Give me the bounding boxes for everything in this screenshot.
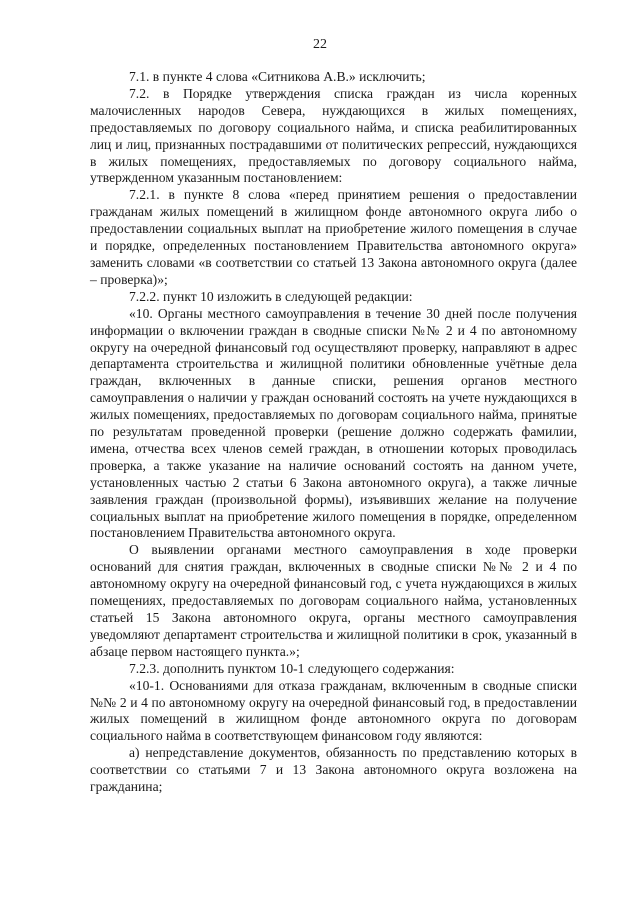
document-body bbox=[90, 69, 577, 796]
paragraph-7-2-2: 7.2.2. пункт 10 изложить в следующей редакции: bbox=[129, 288, 413, 304]
page-number: 22 bbox=[313, 37, 327, 52]
paragraph-subpoint-a: а) непредставление документов, обязанность по представлению которых в соответствии со статьями 7 и 13 Закона автономного округа возложена на гражданина; bbox=[90, 745, 577, 795]
paragraph-point-10: «10. Органы местного самоуправления в течение 30 дней после получения информации о включении граждан в сводные списки №№ 2 и 4 по автономному округу на очередной финансовый год осуществляют проверку, направляют в адрес департамента строительства и жилищной политики обновленные учётные дела граждан, включенных в данные списки, решения органов местного самоуправления о наличии у граждан оснований состоять на учете нуждающихся в жилых помещениях, предоставляемых по договорам социального найма, принятые по результатам проведенной проверки (решение должно содержать фамилии, имена, отчества всех членов семей граждан, в отношении которых проводилась проверка, а также указание на наличие оснований состоять на данном учете, установленных частью 2 статьи 6 Закона автономного округа), а также личные заявления граждан (произвольной формы), изъявивших желание на получение социальных выплат на приобретение жилого помещения в порядке, определенном постановлением Правительства автономного округа. bbox=[90, 305, 577, 541]
paragraph-7-2-3: 7.2.3. дополнить пунктом 10-1 следующего содержания: bbox=[129, 660, 455, 676]
paragraph-7-1: 7.1. в пункте 4 слова «Ситникова А.В.» исключить; bbox=[129, 69, 426, 84]
paragraph-point-10-1: «10-1. Основаниями для отказа гражданам, включенным в сводные списки №№ 2 и 4 по автономному округу на очередной финансовый год, в предоставлении жилых помещений в жилищном фонде автономного округа по договорам социального найма в соответствующем финансовом году являются: bbox=[90, 677, 577, 744]
paragraph-point-10-second: О выявлении органами местного самоуправления в ходе проверки оснований для снятия граждан, включенных в сводные списки №№ 2 и 4 по автономному округу на очередной финансовый год, с учета нуждающихся в жилых помещениях, предоставляемых по договорам социального найма, установленных статьей 15 Закона автономного округа, органы местного самоуправления уведомляют департамент строительства и жилищной политики в срок, указанный в абзаце первом настоящего пункта.»; bbox=[90, 542, 577, 659]
paragraph-7-2-1: 7.2.1. в пункте 8 слова «перед принятием решения о предоставлении гражданам жилых помещений в жилищном фонде автономного округа либо о предоставлении социальных выплат на приобретение жилого помещения в случае и порядке, определенных постановлением Правительства автономного округа» заменить словами «в соответствии со статьей 13 Закона автономного округа (далее – проверка)»; bbox=[90, 187, 577, 287]
paragraph-7-2: 7.2. в Порядке утверждения списка граждан из числа коренных малочисленных народов Севера, нуждающихся в жилых помещениях, предоставляемых по договору социального найма, и списка реабилитированных лиц и лиц, признанных пострадавшими от политических репрессий, нуждающихся в жилых помещениях, предоставляемых по договору социального найма, утвержденном указанным постановлением: bbox=[90, 85, 577, 186]
